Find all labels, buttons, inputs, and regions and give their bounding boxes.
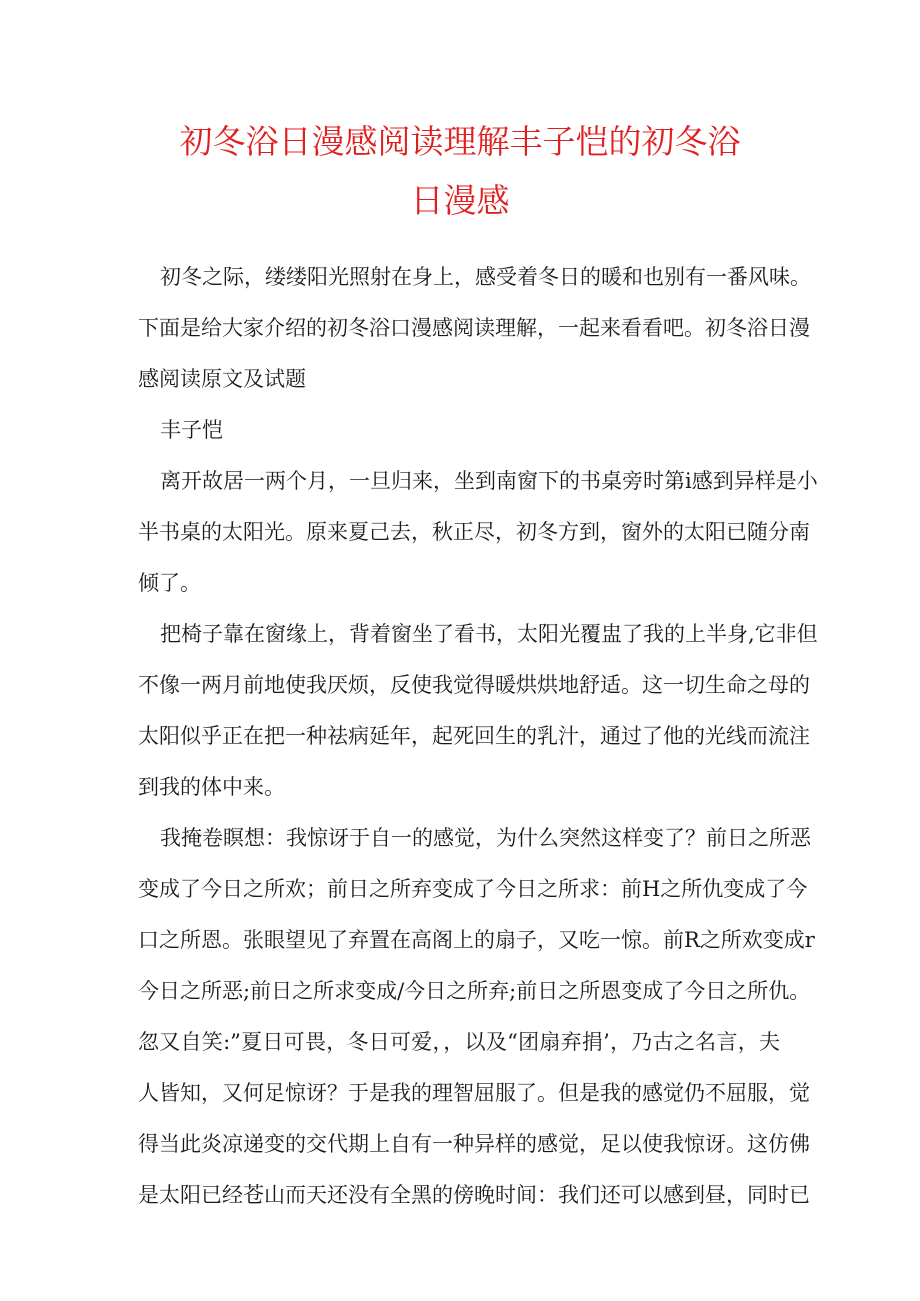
- paragraph-line: 人皆知，又何足惊讶？于是我的理智屈服了。但是我的感觉仍不屈服，觉: [138, 1081, 810, 1105]
- paragraph-line: 变成了今日之所欢；前日之所弃变成了今日之所求：前H之所仇变成了今: [138, 877, 808, 901]
- document-title-line-2: 日漫感: [410, 181, 510, 220]
- paragraph-line: 口之所恩。张眼望见了弃置在高阁上的扇子，又吃一惊。前R之所欢变成r: [138, 928, 815, 952]
- paragraph-line: 不像一两月前地使我厌烦，反使我觉得暖烘烘地舒适。这一切生命之母的: [138, 673, 810, 697]
- paragraph-line: 初冬之际，缕缕阳光照射在身上，感受着冬日的暖和也别有一番风味。: [160, 265, 811, 289]
- paragraph-line: 是太阳已经苍山而天还没有全黑的傍晚时间：我们还可以感到昼，同时已: [138, 1183, 810, 1207]
- paragraph-line: 下面是给大家介绍的初冬浴口漫感阅读理解，一起来看看吧。初冬浴日漫: [138, 316, 810, 340]
- paragraph-line: 今日之所恶;前日之所求变成/今日之所弃;前日之所恩变成了今日之所仇。: [138, 979, 811, 1003]
- author-name: 丰子恺: [160, 418, 223, 442]
- paragraph-line: 半书桌的太阳光。原来夏己去，秋正尽，初冬方到，窗外的太阳已随分南: [138, 520, 810, 544]
- paragraph-line: 到我的体中来。: [138, 775, 285, 799]
- paragraph-line: 把椅子靠在窗缘上，背着窗坐了看书，太阳光覆盅了我的上半身,它非但: [160, 622, 818, 646]
- paragraph-line: 忽又自笑:”夏日可畏，冬日可爱，，以及“团扇弃捐’，乃古之名言，夫: [138, 1030, 780, 1054]
- paragraph-line: 离开故居一两个月，一旦归来，坐到南窗下的书桌旁时第i感到异样是小: [160, 469, 818, 493]
- document-title-line-1: 初冬浴日漫感阅读理解丰子恺的初冬浴: [179, 122, 741, 161]
- paragraph-line: 太阳似乎正在把一种祛病延年，起死回生的乳汁，通过了他的光线而流注: [138, 724, 810, 748]
- paragraph-line: 感阅读原文及试题: [138, 367, 306, 391]
- paragraph-line: 我掩卷瞑想：我惊讶于自一的感觉，为什么突然这样变了？前日之所恶: [160, 826, 811, 850]
- paragraph-line: 倾了。: [138, 571, 201, 595]
- paragraph-line: 得当此炎凉递变的交代期上自有一种异样的感觉，足以使我惊讶。这仿佛: [138, 1132, 810, 1156]
